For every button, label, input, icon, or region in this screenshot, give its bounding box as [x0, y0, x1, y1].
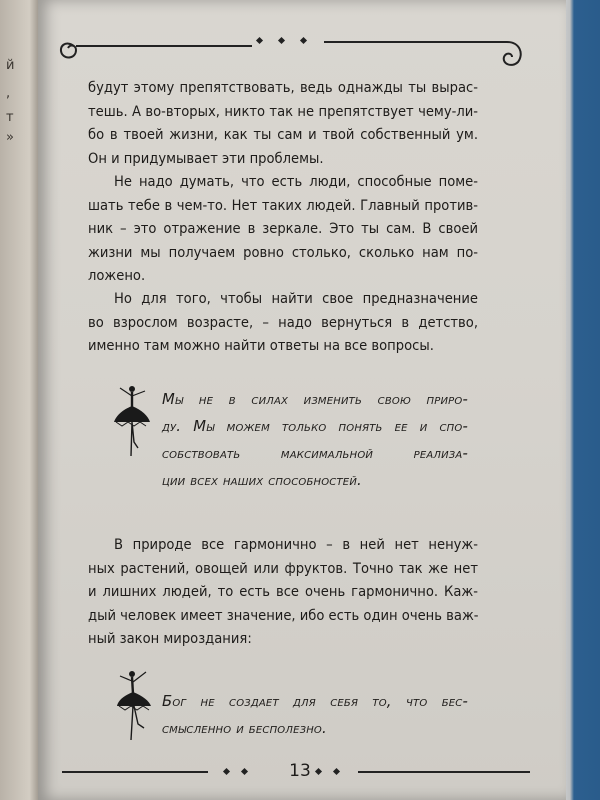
quote-line: Мы не в силах изменить свою приро- [162, 391, 468, 408]
quote-line: смысленно и бесполезно. [162, 720, 327, 737]
previous-page-edge [0, 0, 42, 800]
ballerina-icon [114, 668, 154, 750]
paragraph-3 [88, 287, 478, 358]
previous-page-fragment: » [6, 130, 14, 145]
text-line: шать тебе в чем-то. Нет таких людей. Главный против- [88, 196, 478, 214]
text-line: именно там можно найти ответы на все вопросы. [88, 337, 434, 354]
text-line: ных растений, овощей или фруктов. Точно так же нет [88, 559, 478, 577]
paragraph-4 [88, 533, 478, 651]
text-line: ный закон мироздания: [88, 630, 252, 647]
text-line: дый человек имеет значение, ибо есть один очень важ- [88, 606, 479, 624]
paragraph-continuation [88, 76, 478, 170]
text-line: ник – это отражение в зеркале. Это ты сам. В своей [88, 220, 478, 237]
paragraph-2 [88, 170, 478, 288]
previous-page-fragment: й [6, 58, 15, 73]
page-number: 13 [289, 761, 311, 781]
text-line: Он и придумывает эти проблемы. [88, 149, 324, 167]
header-swirl-ornament [52, 24, 552, 74]
text-line: во взрослом возрасте, – надо вернуться в детство, [88, 313, 478, 331]
book-page [38, 0, 566, 800]
text-line: тешь. А во-вторых, никто так не препятствует чему-ли- [88, 102, 478, 120]
text-line: жизни мы получаем ровно столько, сколько нам по- [88, 243, 478, 261]
quote-line: ции всех наших способностей. [162, 472, 362, 489]
previous-page-fragment: , [6, 86, 11, 101]
ballerina-icon [112, 382, 152, 464]
quote-line: собствовать максимальной реализа- [162, 445, 468, 462]
quote-block-1 [162, 386, 468, 494]
quote-line: Бог не создает для себя то, что бес- [162, 693, 468, 710]
quote-block-2 [162, 688, 468, 742]
text-line: Не надо думать, что есть люди, способные поме- [114, 173, 478, 190]
text-line: и лишних людей, то есть все очень гармонично. Каж- [88, 583, 478, 600]
text-line: ложено. [88, 267, 146, 284]
text-line: бо в твоей жизни, как ты сам и твой собственный ум. [88, 126, 478, 143]
text-line: В природе все гармонично – в ней нет ненуж- [114, 536, 478, 553]
previous-page-fragment: т [6, 110, 14, 125]
text-line: будут этому препятствовать, ведь однажды ты вырас- [88, 79, 478, 96]
book-cover-edge [560, 0, 600, 800]
quote-line: ду. Мы можем только понять ее и спо- [162, 418, 468, 435]
text-line: Но для того, чтобы найти свое предназначение [114, 290, 478, 307]
